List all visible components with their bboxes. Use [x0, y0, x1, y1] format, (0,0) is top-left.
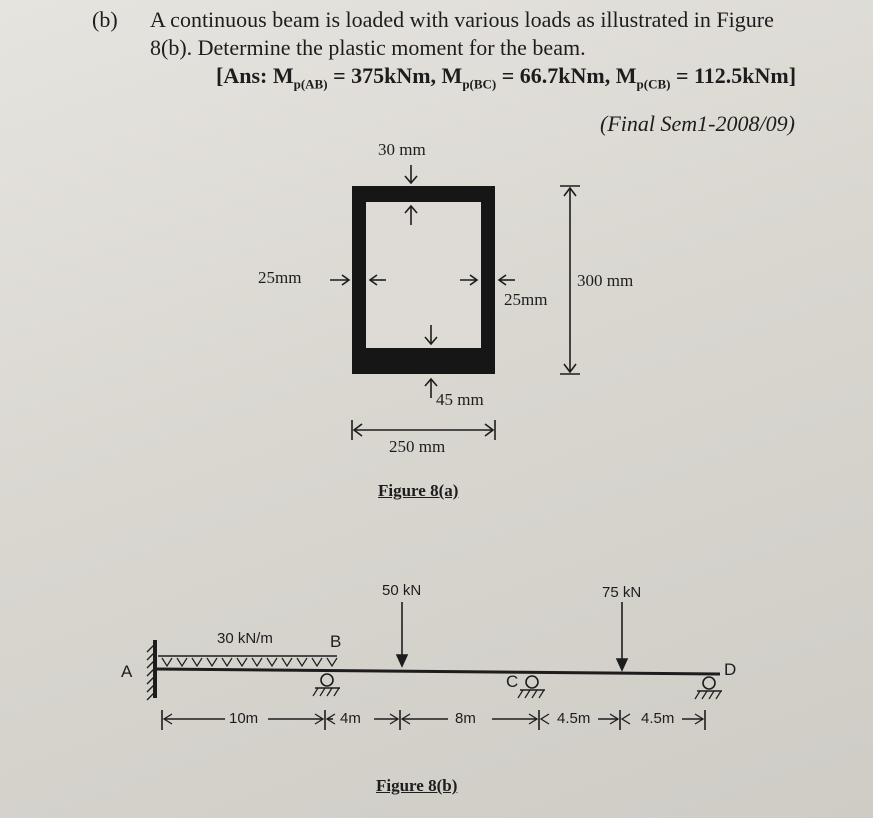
- bottom-thickness-label: 45 mm: [436, 390, 484, 409]
- question-line-2: 8(b). Determine the plastic moment for the beam.: [150, 35, 586, 60]
- right-thickness-label: 25mm: [504, 290, 548, 309]
- dim-4m: 4m: [340, 710, 361, 727]
- figure-8b-caption: Figure 8(b): [376, 776, 458, 795]
- left-thickness-label: 25mm: [258, 268, 302, 287]
- load-50kn-label: 50 kN: [382, 582, 422, 599]
- width-label: 250 mm: [389, 437, 446, 456]
- exam-source: (Final Sem1-2008/09): [600, 111, 795, 136]
- point-c-label: C: [506, 672, 519, 691]
- dim-4-5m-first: 4.5m: [557, 710, 591, 727]
- figure-8a-caption: Figure 8(a): [378, 481, 459, 500]
- udl-label: 30 kN/m: [217, 630, 273, 647]
- point-d-label: D: [724, 660, 737, 679]
- question-line-1: A continuous beam is loaded with various loads as illustrated in Figure: [150, 7, 774, 32]
- point-a-label: A: [121, 662, 133, 681]
- dim-8m: 8m: [455, 710, 476, 727]
- height-label: 300 mm: [577, 271, 634, 290]
- beam-line: [155, 669, 720, 674]
- top-thickness-label: 30 mm: [378, 140, 426, 159]
- answer-line: [Ans: $M_{p(AB)} = 375kNm$, $M_{p(BC)} = 66.7kNm$, $M_{p(CB)} = 112.5kNm$]: [216, 63, 797, 92]
- point-b-label: B: [330, 632, 342, 651]
- dim-4-5m-second: 4.5m: [641, 710, 675, 727]
- question-label: (b): [92, 7, 118, 32]
- load-75kn-label: 75 kN: [602, 584, 642, 601]
- dim-10m: 10m: [229, 710, 259, 727]
